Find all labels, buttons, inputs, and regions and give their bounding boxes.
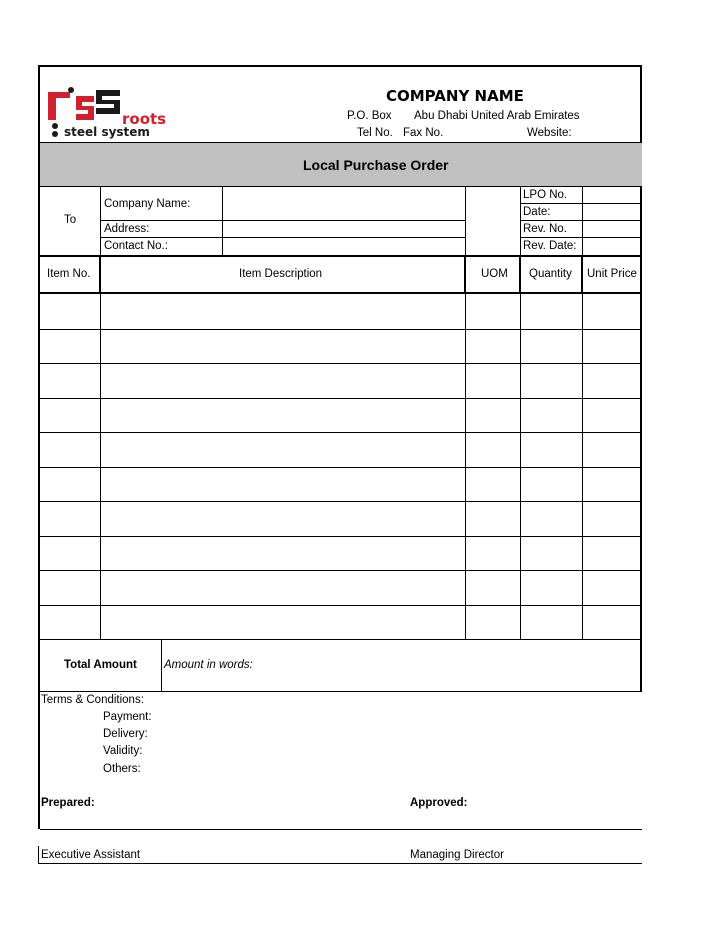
cell-item-description[interactable] — [101, 571, 465, 604]
rev-no-label: Rev. No. — [523, 223, 567, 235]
prepared-role: Executive Assistant — [41, 849, 141, 861]
page-title: Local Purchase Order — [303, 157, 449, 173]
lpo-no-label: LPO No. — [523, 189, 568, 201]
cell-unit-price[interactable] — [583, 433, 640, 466]
cell-quantity[interactable] — [521, 330, 582, 363]
cell-item-description[interactable] — [101, 606, 465, 639]
lpo-no-field[interactable] — [583, 188, 641, 203]
col-quantity: Quantity — [529, 268, 572, 280]
cell-item-description[interactable] — [101, 433, 465, 466]
cell-item-description[interactable] — [101, 364, 465, 397]
cell-item-description[interactable] — [101, 502, 465, 535]
prepared-label: Prepared: — [41, 797, 95, 809]
cell-item-description[interactable] — [101, 399, 465, 432]
website-label: Website: — [527, 127, 572, 139]
cell-item-no[interactable] — [40, 364, 100, 397]
approved-label: Approved: — [410, 797, 468, 809]
terms-payment: Payment: — [103, 711, 152, 723]
cell-unit-price[interactable] — [583, 502, 640, 535]
cell-quantity[interactable] — [521, 502, 582, 535]
date-label: Date: — [523, 206, 551, 218]
cell-uom[interactable] — [466, 537, 520, 570]
cell-item-no[interactable] — [40, 537, 100, 570]
col-unit-price: Unit Price — [587, 268, 637, 280]
company-name-field[interactable] — [223, 188, 465, 220]
cell-uom[interactable] — [466, 295, 520, 328]
cell-uom[interactable] — [466, 468, 520, 501]
terms-heading: Terms & Conditions: — [41, 694, 144, 706]
cell-uom[interactable] — [466, 606, 520, 639]
cell-unit-price[interactable] — [583, 330, 640, 363]
cell-uom[interactable] — [466, 571, 520, 604]
rev-date-field[interactable] — [583, 238, 641, 254]
terms-validity: Validity: — [103, 745, 143, 757]
cell-uom[interactable] — [466, 502, 520, 535]
total-amount-label: Total Amount — [64, 659, 137, 671]
cell-item-no[interactable] — [40, 468, 100, 501]
cell-uom[interactable] — [466, 433, 520, 466]
logo-steel-text: steel system — [64, 125, 150, 139]
terms-delivery: Delivery: — [103, 728, 148, 740]
approved-role: Managing Director — [410, 849, 504, 861]
cell-unit-price[interactable] — [583, 364, 640, 397]
date-field[interactable] — [583, 204, 641, 219]
company-logo — [44, 82, 174, 140]
fax-label: Fax No. — [403, 127, 444, 139]
tel-label: Tel No. — [357, 127, 393, 139]
cell-quantity[interactable] — [521, 606, 582, 639]
cell-quantity[interactable] — [521, 468, 582, 501]
company-name: COMPANY NAME — [386, 87, 524, 105]
cell-item-no[interactable] — [40, 606, 100, 639]
address-label: Address: — [104, 223, 150, 235]
cell-item-no[interactable] — [40, 433, 100, 466]
location-text: Abu Dhabi United Arab Emirates — [414, 110, 580, 122]
cell-item-no[interactable] — [40, 330, 100, 363]
logo-roots-text: roots — [122, 110, 167, 128]
col-item-no: Item No. — [47, 268, 91, 280]
terms-others: Others: — [103, 763, 141, 775]
cell-quantity[interactable] — [521, 537, 582, 570]
rev-no-field[interactable] — [583, 221, 641, 236]
cell-unit-price[interactable] — [583, 295, 640, 328]
amount-in-words-label: Amount in words: — [164, 659, 253, 671]
cell-uom[interactable] — [466, 399, 520, 432]
address-field[interactable] — [223, 221, 465, 237]
contact-label: Contact No.: — [104, 240, 168, 252]
cell-quantity[interactable] — [521, 433, 582, 466]
amount-in-words-field[interactable] — [262, 641, 640, 690]
cell-unit-price[interactable] — [583, 399, 640, 432]
cell-item-description[interactable] — [101, 330, 465, 363]
cell-item-no[interactable] — [40, 399, 100, 432]
cell-item-no[interactable] — [40, 571, 100, 604]
cell-item-description[interactable] — [101, 468, 465, 501]
cell-unit-price[interactable] — [583, 571, 640, 604]
po-box-label: P.O. Box — [347, 110, 392, 122]
cell-unit-price[interactable] — [583, 537, 640, 570]
cell-quantity[interactable] — [521, 571, 582, 604]
company-name-label: Company Name: — [104, 198, 191, 210]
cell-quantity[interactable] — [521, 364, 582, 397]
cell-item-description[interactable] — [101, 537, 465, 570]
cell-unit-price[interactable] — [583, 468, 640, 501]
col-item-description: Item Description — [239, 268, 323, 280]
cell-quantity[interactable] — [521, 399, 582, 432]
to-label: To — [64, 214, 77, 226]
cell-quantity[interactable] — [521, 295, 582, 328]
cell-item-description[interactable] — [101, 295, 465, 328]
contact-field[interactable] — [223, 238, 465, 254]
rev-date-label: Rev. Date: — [523, 240, 577, 252]
cell-uom[interactable] — [466, 330, 520, 363]
col-uom: UOM — [481, 268, 508, 280]
cell-unit-price[interactable] — [583, 606, 640, 639]
cell-uom[interactable] — [466, 364, 520, 397]
cell-item-no[interactable] — [40, 502, 100, 535]
cell-item-no[interactable] — [40, 295, 100, 328]
